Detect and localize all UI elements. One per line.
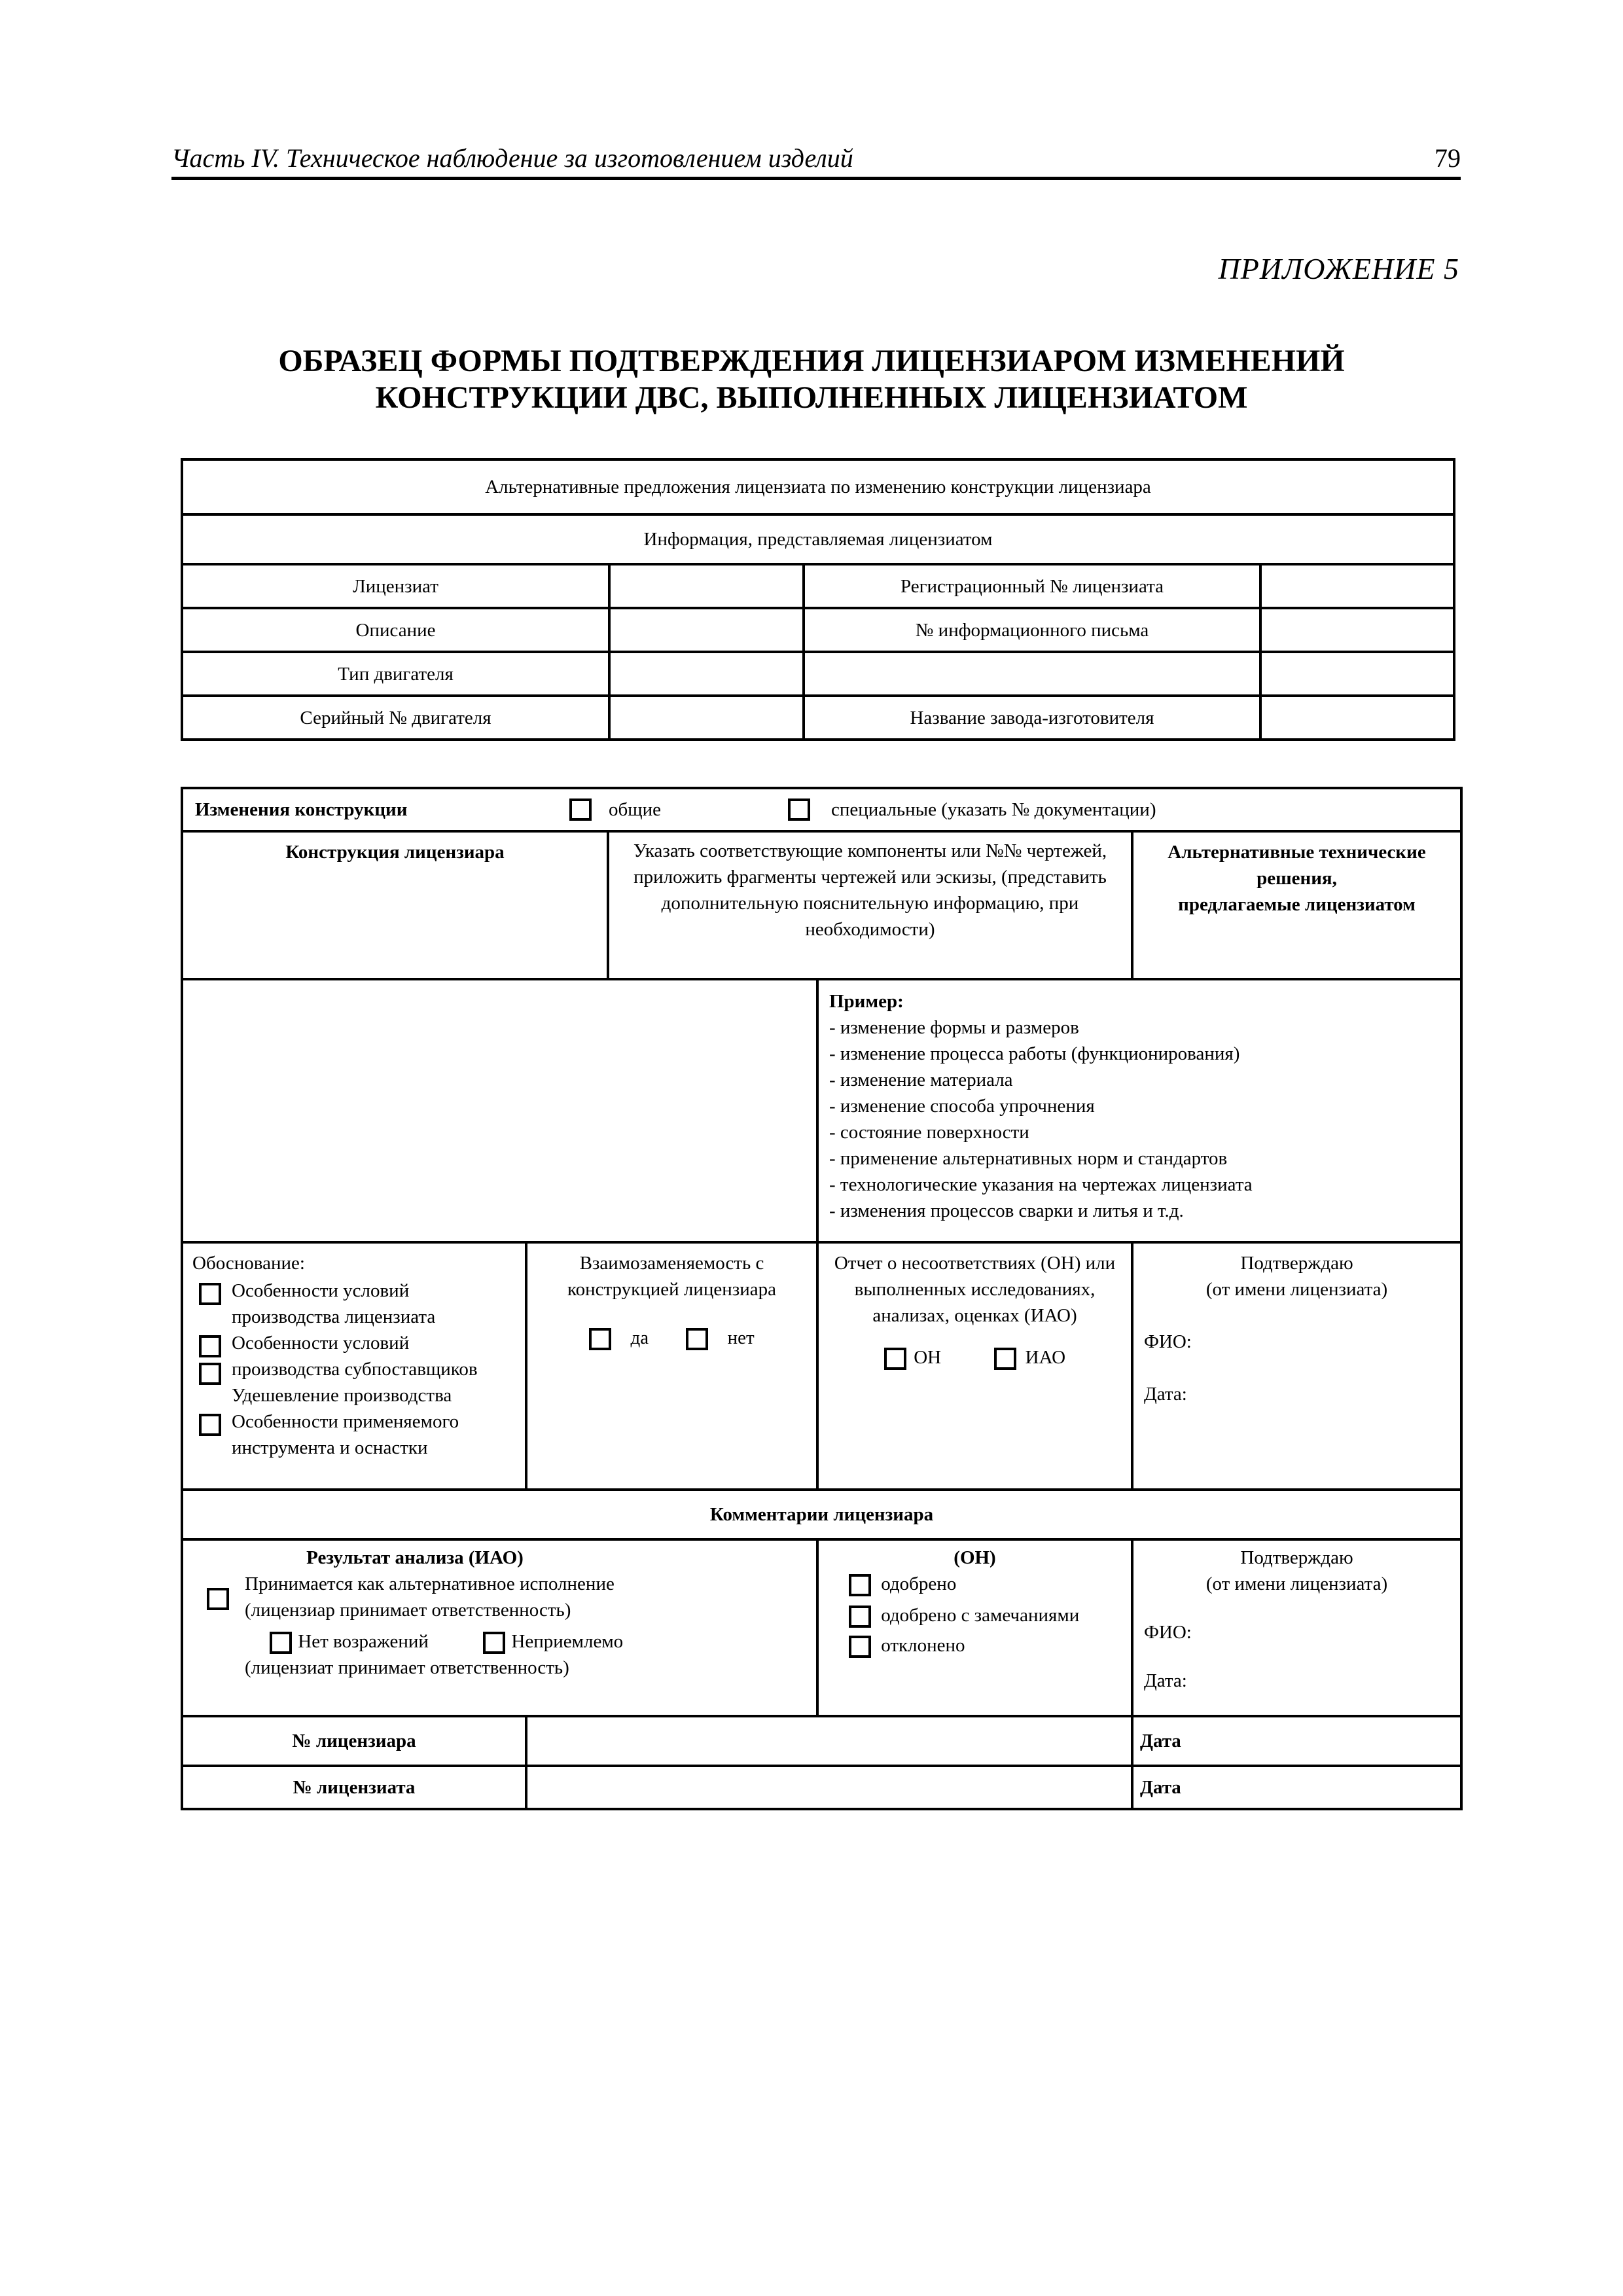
report-options [832, 1344, 1118, 1371]
justification-checkbox[interactable] [199, 1283, 221, 1305]
example-item: - состояние поверхности [829, 1122, 1029, 1143]
example-item: - изменение формы и размеров [829, 1017, 1079, 1038]
alt-solutions-line-1: Альтернативные технические решения, [1168, 842, 1426, 889]
general-label: общие [609, 799, 661, 820]
interchangeability-title: Взаимозаменяемость с конструкцией лицензиара [567, 1253, 777, 1300]
unacceptable-checkbox[interactable] [483, 1632, 505, 1654]
serial-no-label: Серийный № двигателя [182, 696, 609, 740]
reg-no-label: Регистрационный № лицензиата [804, 564, 1260, 608]
approved-remarks-label: одобрено с замечаниями [881, 1605, 1080, 1626]
licensee-no-value[interactable] [526, 1766, 1132, 1809]
description-value[interactable] [609, 608, 804, 652]
info-heading: Информация, представляемая лицензиатом [182, 514, 1454, 564]
example-item: - применение альтернативных норм и стандартов [829, 1148, 1228, 1169]
no-objection-label: Нет возражений [298, 1631, 429, 1652]
confirm-label: Подтверждаю [1240, 1253, 1353, 1274]
interchangeability-options [554, 1325, 790, 1351]
report-title: Отчет о несоответствиях (ОН) или выполненных исследованиях, анализах, оценках (ИАО) [834, 1253, 1116, 1326]
analysis-result-cell [182, 1539, 817, 1716]
rejected-label: отклонено [881, 1635, 965, 1656]
example-cell [817, 979, 1461, 1242]
iao-label: ИАО [1025, 1347, 1066, 1368]
special-checkbox[interactable] [788, 798, 810, 821]
alternative-solutions-header [1132, 831, 1461, 979]
licensor-confirm-cell [1132, 1539, 1461, 1716]
justification-checkbox[interactable] [199, 1335, 221, 1357]
rejected-option [849, 1632, 1101, 1659]
unacceptable-label: Неприемлемо [511, 1631, 624, 1652]
alt-proposals-heading: Альтернативные предложения лицензиата по изменению конструкции лицензиара [182, 459, 1454, 514]
example-item: - изменения процессов сварки и литья и т.д. [829, 1200, 1184, 1221]
special-label: специальные (указать № документации) [831, 799, 1156, 820]
approved-remarks-option [849, 1602, 1101, 1628]
licensor-comments-heading: Комментарии лицензиара [182, 1490, 1461, 1539]
manufacturer-label: Название завода-изготовителя [804, 696, 1260, 740]
justification-item-label: Особенности условий производства субпоставщиков [232, 1333, 478, 1380]
interchangeability-cell [526, 1242, 817, 1490]
appendix-label: ПРИЛОЖЕНИЕ 5 [1218, 252, 1459, 285]
engine-type-value[interactable] [609, 652, 804, 696]
on-behalf-licensee: (от имени лицензиата) [1205, 1279, 1388, 1300]
accepted-checkbox[interactable] [207, 1588, 229, 1610]
licensor-design-header: Конструкция лицензиара [182, 831, 608, 979]
justification-item-label: Особенности условий производства лицензиата [232, 1280, 436, 1327]
licensor-no-value[interactable] [526, 1716, 1132, 1766]
justification-item [192, 1382, 507, 1408]
no-label: нет [727, 1327, 755, 1348]
serial-no-value[interactable] [609, 696, 804, 740]
example-title: Пример: [829, 991, 904, 1012]
design-changes-table [181, 787, 1463, 1810]
example-item: - изменение способа упрочнения [829, 1096, 1095, 1117]
rejected-checkbox[interactable] [849, 1636, 871, 1658]
no-checkbox[interactable] [686, 1328, 708, 1350]
licensor-no-label: № лицензиара [182, 1716, 526, 1766]
on-label: ОН [914, 1347, 942, 1368]
approved-label: одобрено [881, 1573, 957, 1594]
empty-cell[interactable] [1260, 652, 1454, 696]
accepted-line-1: Принимается как альтернативное исполнение [245, 1573, 615, 1594]
date-label: Дата: [1144, 1670, 1187, 1691]
page-number: 79 [1435, 143, 1461, 173]
justification-cell [182, 1242, 526, 1490]
example-item: - изменение процесса работы (функционирования) [829, 1043, 1240, 1064]
confirm-label: Подтверждаю [1240, 1547, 1353, 1568]
example-item: - технологические указания на чертежах лицензиата [829, 1174, 1253, 1195]
licensee-confirm-cell [1132, 1242, 1461, 1490]
accepted-line-2: (лицензиар принимает ответственность) [245, 1600, 571, 1621]
accepted-option [192, 1571, 807, 1623]
analysis-title: Результат анализа (ИАО) [306, 1547, 524, 1568]
justification-item-label: Удешевление производства [232, 1385, 452, 1406]
justification-item-label: Особенности применяемого инструмента и оснастки [232, 1411, 459, 1458]
approved-remarks-checkbox[interactable] [849, 1605, 871, 1628]
yes-label: да [630, 1327, 649, 1348]
fio-label: ФИО: [1144, 1622, 1192, 1643]
date-label: Дата: [1144, 1384, 1187, 1405]
changes-label: Изменения конструкции [195, 799, 408, 820]
on-result-cell [817, 1539, 1132, 1716]
example-item: - изменение материала [829, 1069, 1013, 1090]
report-cell [817, 1242, 1132, 1490]
title-line-1: ОБРАЗЕЦ ФОРМЫ ПОДТВЕРЖДЕНИЯ ЛИЦЕНЗИАРОМ ИЗМЕНЕНИЙ [278, 344, 1345, 378]
licensee-responsibility: (лицензиат принимает ответственность) [245, 1657, 569, 1678]
justification-item [192, 1330, 507, 1382]
no-objection-checkbox[interactable] [270, 1632, 292, 1654]
licensee-options [192, 1628, 807, 1655]
header-rule [171, 177, 1461, 180]
reg-no-value[interactable] [1260, 564, 1454, 608]
licensee-no-label: № лицензиата [182, 1766, 526, 1809]
justification-checkbox[interactable] [199, 1363, 221, 1385]
on-behalf-licensee: (от имени лицензиата) [1205, 1573, 1388, 1594]
licensor-date-label: Дата [1132, 1716, 1461, 1766]
fio-label: ФИО: [1144, 1331, 1192, 1352]
changes-type-row [182, 788, 1461, 831]
description-label: Описание [182, 608, 609, 652]
licensee-date-label: Дата [1132, 1766, 1461, 1809]
licensee-value[interactable] [609, 564, 804, 608]
justification-item [192, 1408, 507, 1461]
licensee-label: Лицензиат [182, 564, 609, 608]
approved-checkbox[interactable] [849, 1574, 871, 1596]
approved-option [849, 1571, 1101, 1597]
components-header: Указать соответствующие компоненты или №№ чертежей, приложить фрагменты чертежей или эскизы, (представить дополнительную пояснительную информацию, при необходимости) [608, 831, 1132, 979]
manufacturer-value[interactable] [1260, 696, 1454, 740]
licensee-info-table [181, 458, 1455, 741]
engine-type-label: Тип двигателя [182, 652, 609, 696]
on-checkbox[interactable] [884, 1348, 906, 1370]
running-title: Часть IV. Техническое наблюдение за изготовлением изделий [171, 143, 853, 173]
justification-title: Обоснование: [192, 1253, 305, 1274]
title-line-2: КОНСТРУКЦИИ ДВС, ВЫПОЛНЕННЫХ ЛИЦЕНЗИАТОМ [375, 380, 1248, 415]
iao-checkbox[interactable] [994, 1348, 1016, 1370]
justification-checkbox[interactable] [199, 1414, 221, 1436]
empty-cell[interactable] [804, 652, 1260, 696]
general-checkbox[interactable] [569, 798, 592, 821]
justification-item [192, 1278, 507, 1330]
info-letter-no-label: № информационного письма [804, 608, 1260, 652]
info-letter-no-value[interactable] [1260, 608, 1454, 652]
on-header: (ОН) [954, 1547, 996, 1568]
licensor-design-cell[interactable] [182, 979, 817, 1242]
alt-solutions-line-2: предлагаемые лицензиатом [1178, 894, 1416, 915]
page-title [164, 343, 1459, 416]
yes-checkbox[interactable] [589, 1328, 611, 1350]
